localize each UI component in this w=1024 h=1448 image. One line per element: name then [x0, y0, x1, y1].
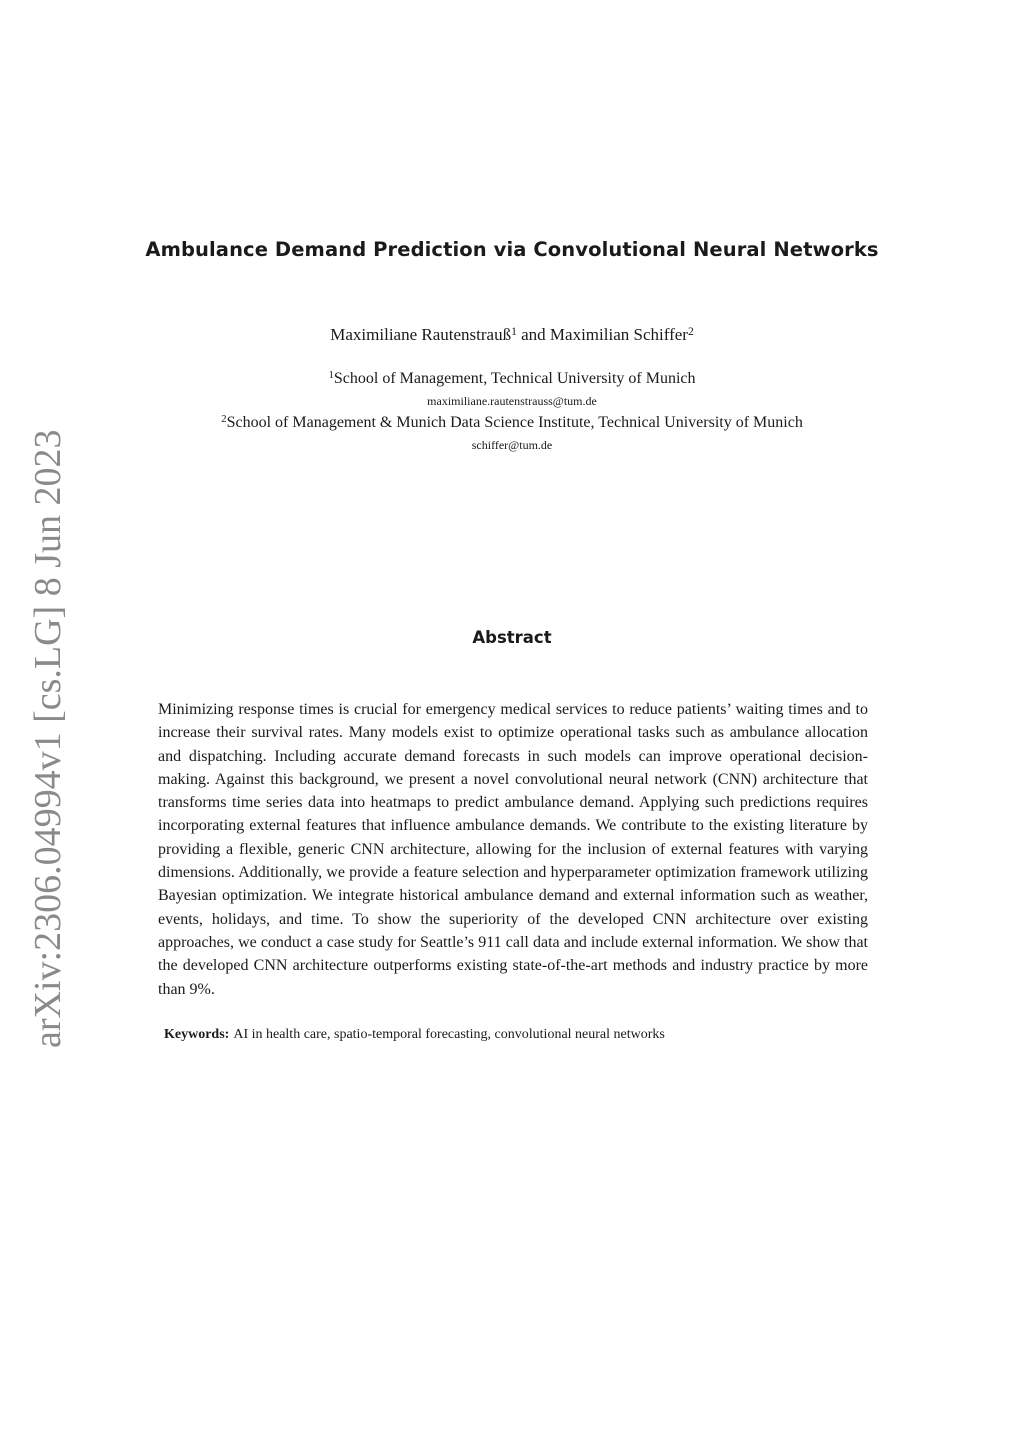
- affiliation-marker: 1: [511, 324, 517, 338]
- affiliation-marker: 1: [328, 369, 334, 382]
- keywords-label: Keywords:: [164, 1027, 230, 1042]
- abstract-heading: Abstract: [472, 628, 552, 647]
- affiliation-text: School of Management, Technical University of Munich: [333, 370, 696, 387]
- author-conjunction: and: [521, 325, 546, 344]
- affiliation-1: [0, 370, 1024, 388]
- affiliation-2: [0, 414, 1024, 432]
- arxiv-identifier-stamp: arXiv:2306.04994v1 [cs.LG] 8 Jun 2023: [27, 429, 69, 1048]
- author-email-2: schiffer@tum.de: [471, 438, 553, 452]
- keywords-line: [164, 1025, 868, 1045]
- keywords-text: AI in health care, spatio-temporal forecasting, convolutional neural networks: [233, 1027, 665, 1042]
- affiliation-marker: 2: [221, 413, 227, 426]
- affiliation-text: School of Management & Munich Data Science Institute, Technical University of Munich: [226, 414, 803, 431]
- affiliation-marker: 2: [687, 324, 694, 338]
- abstract-body: Minimizing response times is crucial for emergency medical services to reduce patients’ waiting times and to increase their survival rates. Many models exist to optimize operational tasks such as ambulance allocation and dispatching. Including accurate demand forecasts in such models can improve operational decision-making. Against this background, we present a novel convolutional neural network (CNN) architecture that transforms time series data into heatmaps to predict ambulance demand. Applying such predictions requires incorporating external features that influence ambulance demands. We contribute to the existing literature by providing a flexible, generic CNN architecture, allowing for the inclusion of external features with varying dimensions. Additionally, we provide a feature selection and hyperparameter optimization framework utilizing Bayesian optimization. We integrate historical ambulance demand and external information such as weather, events, holidays, and time. To show the superiority of the developed CNN architecture over existing approaches, we conduct a case study for Seattle’s 911 call data and include external information. We show that the developed CNN architecture outperforms existing state-of-the-art methods and industry practice by more than 9%.: [158, 701, 868, 998]
- author-name: Maximiliane Rautenstrauß: [330, 325, 512, 344]
- paper-title: Ambulance Demand Prediction via Convolutional Neural Networks: [145, 238, 879, 261]
- author-name: Maximilian Schiffer: [549, 325, 688, 344]
- author-email-1: maximiliane.rautenstrauss@tum.de: [427, 394, 597, 408]
- author-list: [0, 325, 1024, 345]
